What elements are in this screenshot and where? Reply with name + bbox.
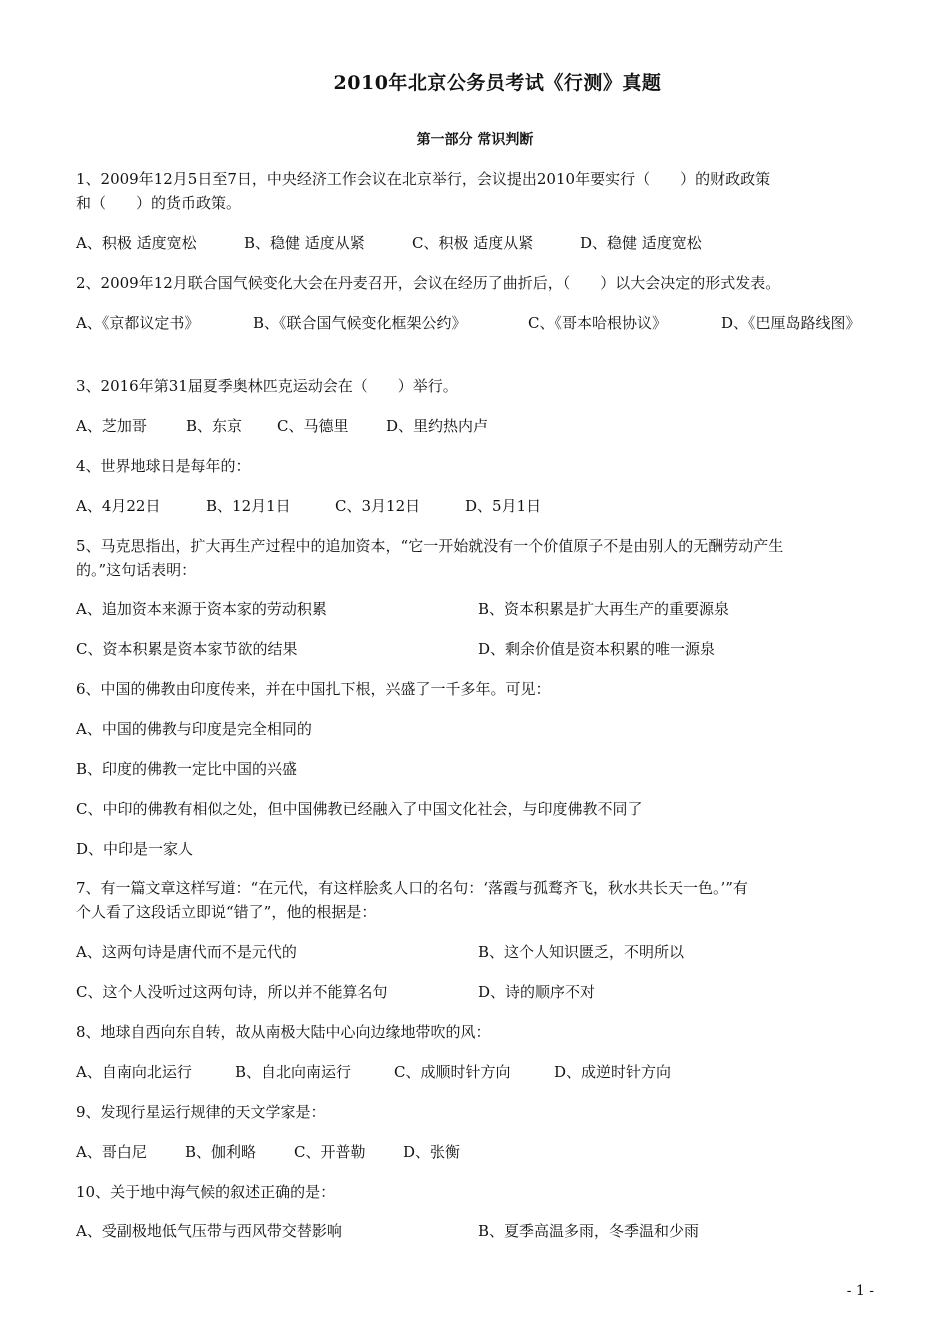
question-2-option-b: B、《联合国气候变化框架公约》 [253,314,467,332]
question-6-option-d: D、中印是一家人 [76,840,194,858]
question-8-line-1: 8、地球自西向东自转，故从南极大陆中心向边缘地带吹的风： [76,1023,491,1041]
question-4-line-1: 4、世界地球日是每年的： [76,457,251,475]
question-6-option-a: A、中国的佛教与印度是完全相同的 [76,720,312,738]
question-4-option-d: D、5月1日 [465,497,542,515]
question-1-option-d: D、稳健 适度宽松 [580,234,702,252]
question-9-option-a: A、哥白尼 [76,1143,147,1161]
question-9-option-b: B、伽利略 [185,1143,257,1161]
question-2-option-a: A、《京都议定书》 [76,314,200,332]
question-1-line-2: 和（ ）的货币政策。 [76,194,242,212]
question-7-line-1: 7、有一篇文章这样写道：“在元代，有这样脍炙人口的名句：‘落霞与孤鹜齐飞，秋水共长天一色。’”有 [76,879,748,897]
question-1-option-b: B、稳健 适度从紧 [244,234,365,252]
question-5-option-b: B、资本积累是扩大再生产的重要源泉 [478,600,730,618]
question-7-line-2: 个人看了这段话立即说“错了”，他的根据是： [76,903,377,921]
question-3-option-d: D、里约热内卢 [386,417,489,435]
page-number: - 1 - [846,1283,874,1299]
question-4-option-a: A、4月22日 [76,497,161,515]
question-8-option-d: D、成逆时针方向 [554,1063,672,1081]
question-7-option-a: A、这两句诗是唐代而不是元代的 [76,943,297,961]
question-6-option-b: B、印度的佛教一定比中国的兴盛 [76,760,298,778]
question-7-option-b: B、这个人知识匮乏，不明所以 [478,943,685,961]
question-5-option-c: C、资本积累是资本家节欲的结果 [76,640,298,658]
question-8-option-a: A、自南向北运行 [76,1063,192,1081]
question-5-line-2: 的。”这句话表明： [76,561,197,579]
question-6-option-c: C、中印的佛教有相似之处，但中国佛教已经融入了中国文化社会，与印度佛教不同了 [76,800,643,818]
question-9-line-1: 9、发现行星运行规律的天文学家是： [76,1103,326,1121]
question-1-option-c: C、积极 适度从紧 [412,234,534,252]
question-3-line-1: 3、2016年第31届夏季奥林匹克运动会在（ ）举行。 [76,377,458,395]
question-2-line-1: 2、2009年12月联合国气候变化大会在丹麦召开，会议在经历了曲折后，（ ）以大会决定的形式发表。 [76,274,781,292]
question-1-option-a: A、积极 适度宽松 [76,234,197,252]
question-7-option-d: D、诗的顺序不对 [478,983,596,1001]
question-10-option-a: A、受副极地低气压带与西风带交替影响 [76,1222,342,1240]
section-heading: 第一部分 常识判断 [416,132,534,148]
question-2-option-c: C、《哥本哈根协议》 [528,314,667,332]
question-8-option-c: C、成顺时针方向 [394,1063,511,1081]
question-3-option-c: C、马德里 [277,417,349,435]
question-10-line-1: 10、关于地中海气候的叙述正确的是： [76,1183,336,1201]
question-4-option-b: B、12月1日 [206,497,291,515]
question-9-option-c: C、开普勒 [294,1143,366,1161]
question-3-option-b: B、东京 [186,417,243,435]
question-5-line-1: 5、马克思指出，扩大再生产过程中的追加资本，“它一开始就没有一个价值原子不是由别人的无酬劳动产生 [76,537,784,555]
question-6-line-1: 6、中国的佛教由印度传来，并在中国扎下根，兴盛了一千多年。可见： [76,680,551,698]
question-3-option-a: A、芝加哥 [76,417,147,435]
question-9-option-d: D、张衡 [403,1143,461,1161]
question-1-line-1: 1、2009年12月5日至7日，中央经济工作会议在北京举行，会议提出2010年要实行（ ）的财政政策 [76,170,771,188]
question-7-option-c: C、这个人没听过这两句诗，所以并不能算名句 [76,983,388,1001]
question-4-option-c: C、3月12日 [335,497,421,515]
question-10-option-b: B、夏季高温多雨，冬季温和少雨 [478,1222,700,1240]
question-5-option-a: A、追加资本来源于资本家的劳动积累 [76,600,327,618]
question-5-option-d: D、剩余价值是资本积累的唯一源泉 [478,640,716,658]
page-title: 2010年北京公务员考试《行测》真题 [333,72,662,94]
question-8-option-b: B、自北向南运行 [235,1063,352,1081]
question-2-option-d: D、《巴厘岛路线图》 [721,314,861,332]
